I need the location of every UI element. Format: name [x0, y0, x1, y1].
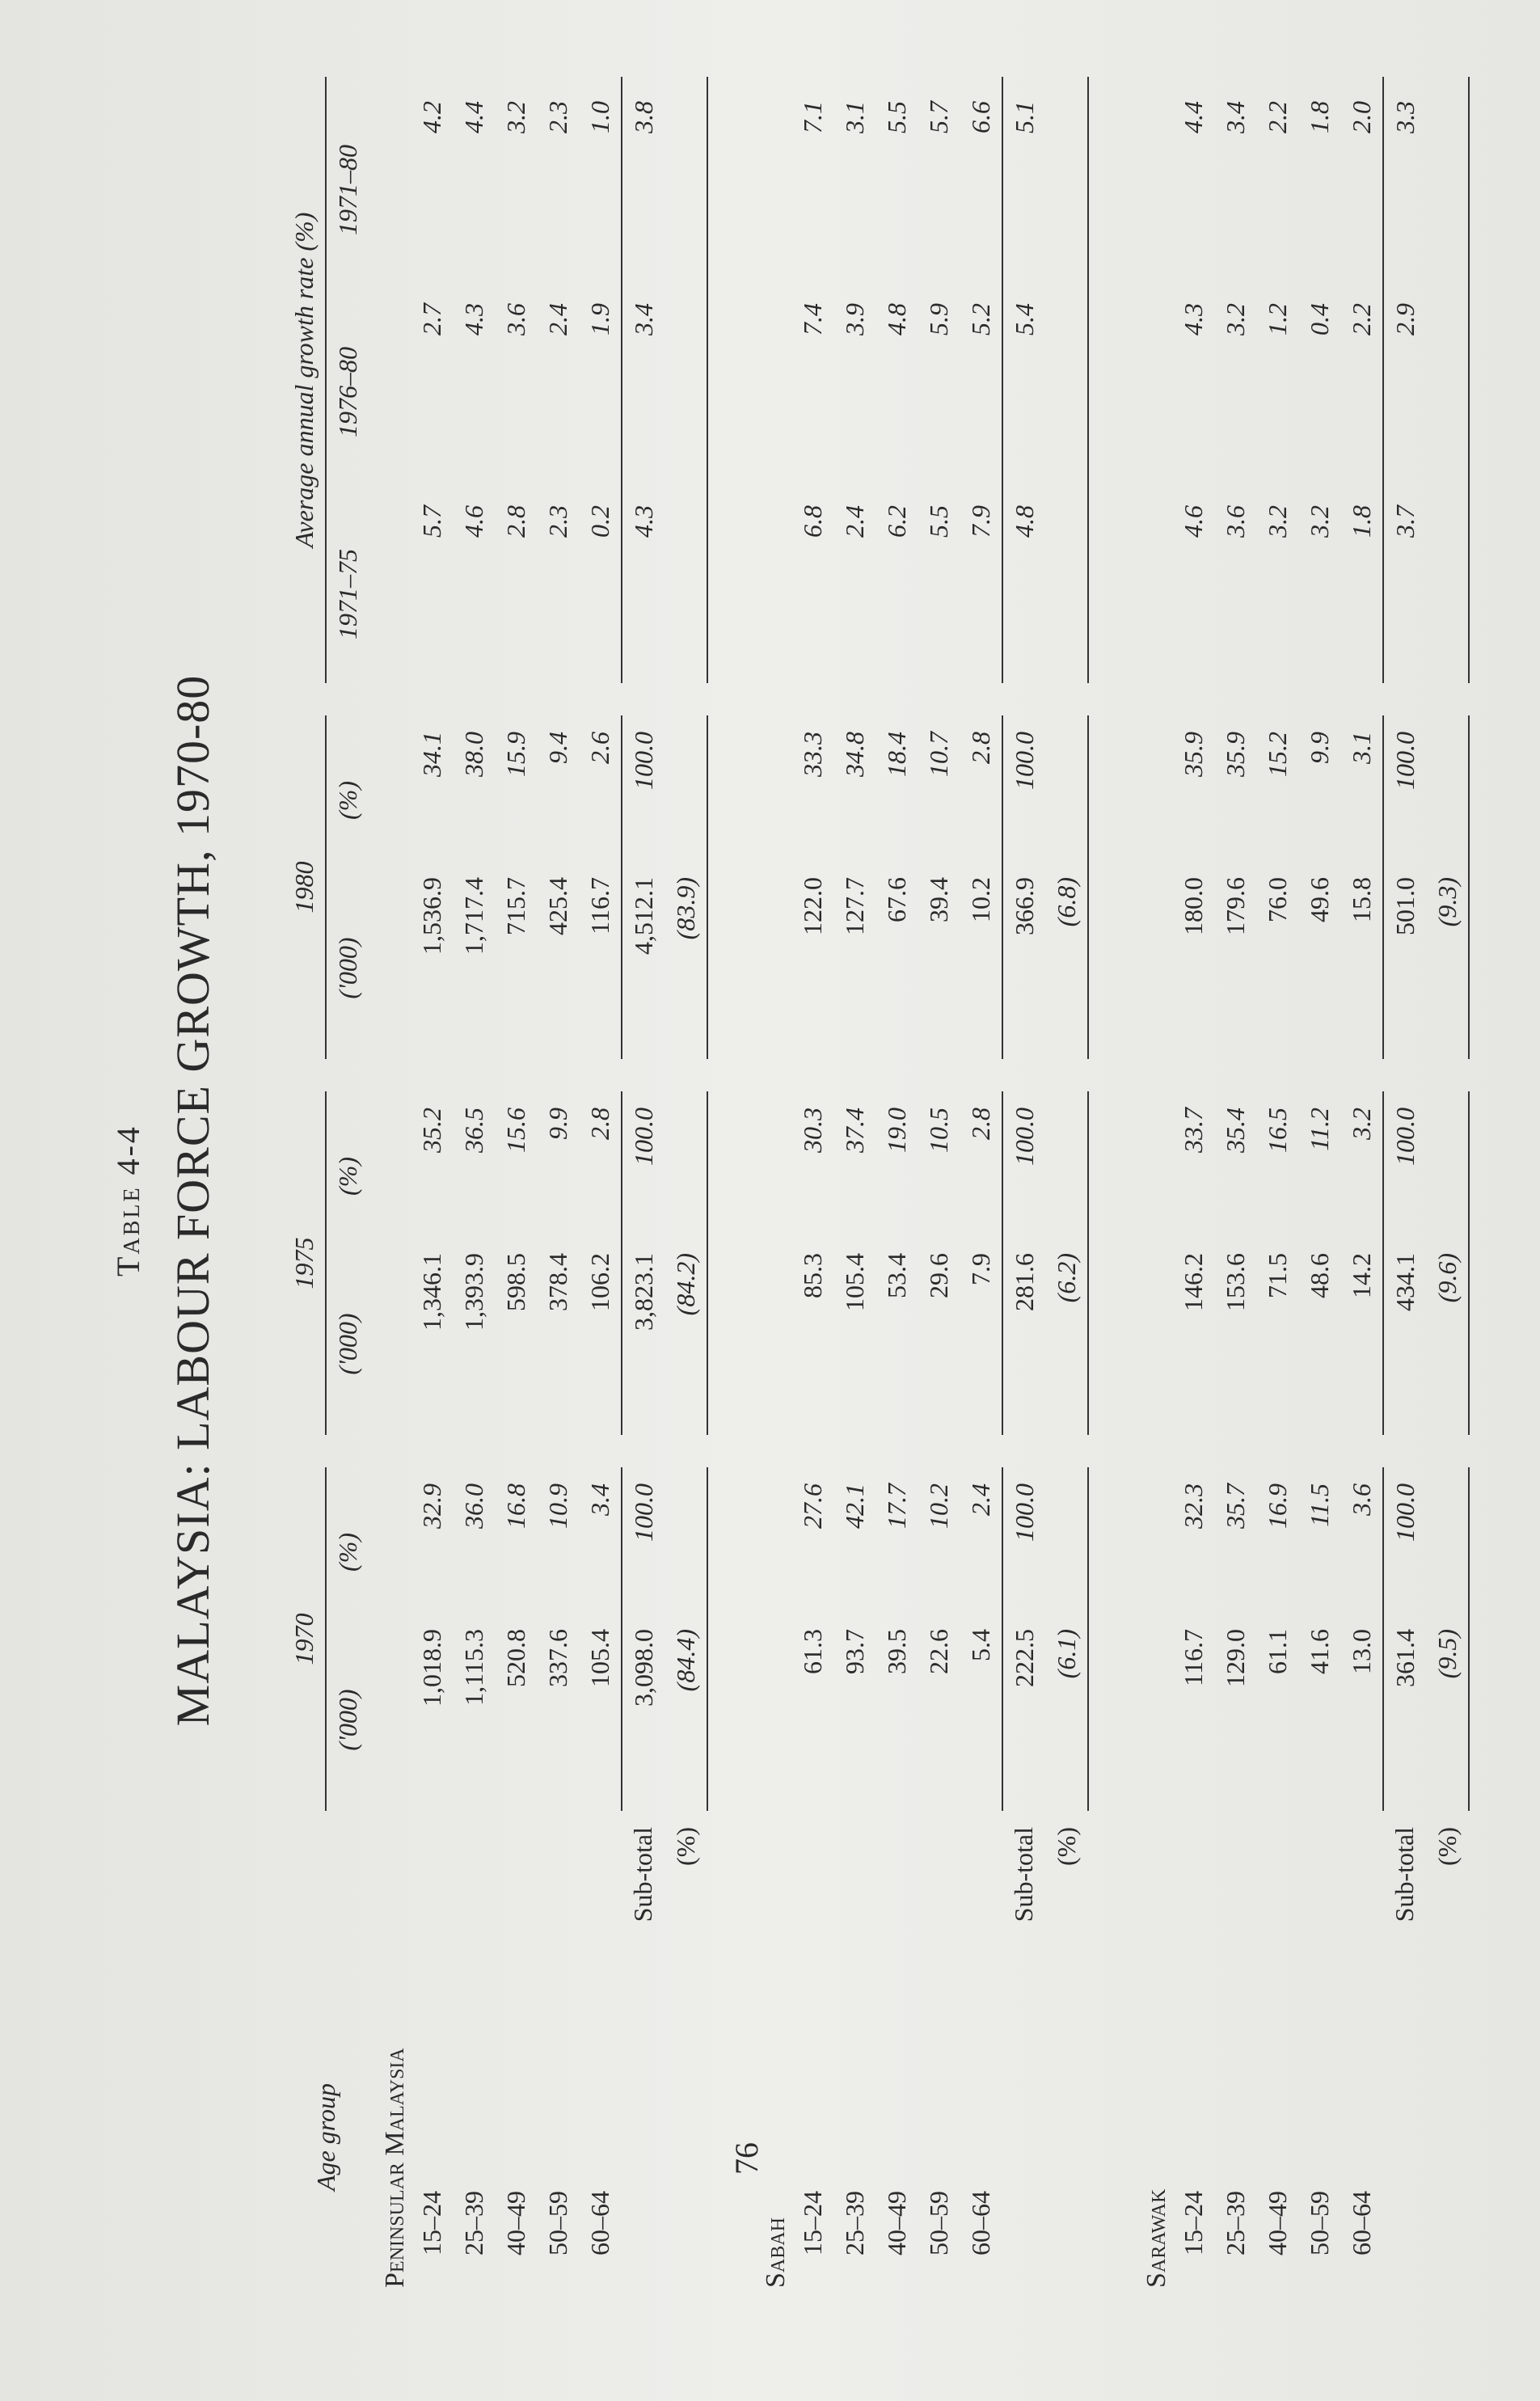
value-cell: 14.2: [1346, 1253, 1376, 1298]
value-cell: 4.6: [458, 505, 488, 538]
age-cell: [875, 1811, 918, 2288]
value-cell: 10.2: [923, 1483, 953, 1529]
value-cell: 2.8: [965, 732, 995, 764]
value-cell: 7.1: [797, 101, 827, 133]
value-cell: 0.4: [1304, 303, 1334, 335]
age-group-header: Age group: [310, 2082, 340, 2191]
value-cell: 61.3: [797, 1629, 827, 1674]
value-cell: 42.1: [839, 1483, 869, 1529]
value-cell: 5.1: [1002, 77, 1045, 279]
value-cell: 2.0: [1346, 101, 1376, 133]
value-cell: 2.6: [584, 732, 614, 764]
table-row: [1214, 77, 1256, 2288]
value-cell: 2.4: [542, 303, 572, 335]
row-label: 15–24: [416, 2191, 446, 2255]
value-cell: 116.7: [1178, 1629, 1208, 1686]
value-cell: 16.9: [1262, 1483, 1292, 1529]
value-cell: 3.6: [1346, 1483, 1376, 1516]
value-cell: 32.3: [1178, 1483, 1208, 1529]
value-cell: 34.8: [839, 732, 869, 777]
value-cell: 85.3: [797, 1253, 827, 1298]
value-cell: 10.7: [923, 732, 953, 777]
value-cell: 2.9: [1383, 279, 1426, 481]
row-label: Sub-total: [628, 1827, 657, 1922]
value-cell: 3.7: [1383, 481, 1426, 683]
value-cell: 4.8: [1002, 481, 1045, 683]
value-cell: 39.5: [881, 1629, 911, 1674]
value-cell: 2.7: [416, 303, 446, 335]
value-cell: 0.2: [584, 505, 614, 538]
value-cell: 9.9: [542, 1108, 572, 1140]
value-cell: 100.0: [622, 1467, 665, 1621]
percent-label: (%): [1052, 1827, 1081, 1866]
value-cell: 53.4: [881, 1253, 911, 1298]
value-cell: 337.6: [542, 1629, 572, 1687]
value-cell: 100.0: [622, 715, 665, 869]
value-cell: 37.4: [839, 1108, 869, 1153]
value-cell: 100.0: [1002, 715, 1045, 869]
age-cell: [833, 1811, 875, 2288]
value-cell: 4.3: [1178, 303, 1208, 335]
year-1980-header: 1980: [283, 715, 326, 1059]
value-cell: 13.0: [1346, 1629, 1376, 1674]
percent-label: (%): [671, 1827, 700, 1866]
value-cell: 7.4: [797, 303, 827, 335]
value-cell: 520.8: [500, 1629, 530, 1687]
value-cell: 4,512.1: [622, 869, 665, 1059]
age-cell: [1298, 1811, 1340, 2288]
value-cell: 146.2: [1178, 1253, 1208, 1311]
row-label: Sub-total: [1390, 1827, 1419, 1922]
unit-header: (%): [332, 1157, 362, 1196]
percent-cell: (9.6): [1426, 1245, 1469, 1435]
age-cell: [579, 1811, 622, 2288]
value-cell: 41.6: [1304, 1629, 1334, 1674]
value-cell: 100.0: [1002, 1467, 1045, 1621]
value-cell: 4.3: [458, 303, 488, 335]
value-cell: 17.7: [881, 1483, 911, 1529]
value-cell: 6.6: [965, 101, 995, 133]
table-label: Table 4-4: [110, 1125, 146, 1276]
value-cell: 5.7: [416, 505, 446, 538]
row-label: 40–49: [1262, 2191, 1292, 2255]
value-cell: 3.4: [584, 1483, 614, 1516]
region-row: [749, 77, 791, 2288]
growth-rate-header: Average annual growth rate (%): [283, 77, 326, 683]
table-row: [918, 77, 960, 2288]
region-name: Sarawak: [1141, 2188, 1171, 2288]
value-cell: 4.4: [458, 101, 488, 133]
value-cell: 48.6: [1304, 1253, 1334, 1298]
table-row: [1298, 77, 1340, 2288]
percent-label: (%): [1432, 1827, 1462, 1866]
age-cell: [1214, 1811, 1256, 2288]
value-cell: 35.7: [1220, 1483, 1250, 1529]
value-cell: 18.4: [881, 732, 911, 777]
table-row: [960, 77, 1002, 2288]
value-cell: 19.0: [881, 1108, 911, 1153]
value-cell: 3.2: [1346, 1108, 1376, 1140]
value-cell: 5.5: [923, 505, 953, 538]
value-cell: 3.2: [1220, 303, 1250, 335]
value-cell: 9.9: [1304, 732, 1334, 764]
value-cell: 49.6: [1304, 877, 1334, 922]
value-cell: 10.2: [965, 877, 995, 922]
region-name: Peninsular Malaysia: [380, 2048, 410, 2288]
row-label: 15–24: [1178, 2191, 1208, 2255]
value-cell: 434.1: [1383, 1245, 1426, 1435]
page-number: 76: [728, 2142, 765, 2175]
subtotal-label-cell: [622, 1811, 665, 2288]
value-cell: 34.1: [416, 732, 446, 777]
age-cell: [918, 1811, 960, 2288]
table-row: [537, 77, 579, 2288]
value-cell: 15.9: [500, 732, 530, 777]
value-cell: 33.7: [1178, 1108, 1208, 1153]
value-cell: 122.0: [797, 877, 827, 935]
percent-row: [1045, 77, 1088, 2288]
value-cell: 6.8: [797, 505, 827, 538]
table-row: [1172, 77, 1214, 2288]
percent-cell: (9.5): [1426, 1621, 1469, 1811]
row-label: 25–39: [458, 2191, 488, 2255]
value-cell: 100.0: [1383, 1467, 1426, 1621]
age-cell: [1256, 1811, 1298, 2288]
age-cell: [1172, 1811, 1214, 2288]
period-header: 1971–75: [332, 549, 362, 639]
value-cell: 5.4: [1002, 279, 1045, 481]
value-cell: 35.9: [1178, 732, 1208, 777]
value-cell: 61.1: [1262, 1629, 1292, 1674]
value-cell: 4.6: [1178, 505, 1208, 538]
value-cell: 27.6: [797, 1483, 827, 1529]
row-label: 50–59: [1304, 2191, 1334, 2255]
value-cell: 35.2: [416, 1108, 446, 1153]
value-cell: 29.6: [923, 1253, 953, 1298]
value-cell: 106.2: [584, 1253, 614, 1311]
value-cell: 5.9: [923, 303, 953, 335]
value-cell: 3.6: [1220, 505, 1250, 538]
value-cell: 5.2: [965, 303, 995, 335]
unit-header: ('000): [332, 1689, 362, 1751]
row-label: 25–39: [839, 2191, 869, 2255]
row-label: Sub-total: [1009, 1827, 1038, 1922]
row-label: 60–64: [585, 2191, 614, 2255]
value-cell: 5.7: [923, 101, 953, 133]
value-cell: 15.6: [500, 1108, 530, 1153]
table-row: [453, 77, 495, 2288]
value-cell: 3,098.0: [622, 1621, 665, 1811]
percent-cell: (6.2): [1045, 1245, 1088, 1435]
value-cell: 127.7: [839, 877, 869, 935]
region-row: [369, 77, 411, 2288]
value-cell: 100.0: [1383, 1091, 1426, 1245]
value-cell: 15.8: [1346, 877, 1376, 922]
value-cell: 32.9: [416, 1483, 446, 1529]
value-cell: 3.3: [1383, 77, 1426, 279]
value-cell: 598.5: [500, 1253, 530, 1311]
value-cell: 100.0: [1383, 715, 1426, 869]
value-cell: 3,823.1: [622, 1245, 665, 1435]
value-cell: 3.4: [1220, 101, 1250, 133]
percent-row: [665, 77, 707, 2288]
value-cell: 4.2: [416, 101, 446, 133]
value-cell: 7.9: [965, 505, 995, 538]
table-row: [875, 77, 918, 2288]
value-cell: 2.3: [542, 505, 572, 538]
value-cell: 11.2: [1304, 1108, 1334, 1151]
region-name: Sabah: [761, 2217, 791, 2288]
value-cell: 1,717.4: [458, 877, 488, 955]
unit-header: ('000): [332, 937, 362, 999]
value-cell: 67.6: [881, 877, 911, 922]
value-cell: 3.4: [622, 279, 665, 481]
value-cell: 715.7: [500, 877, 530, 935]
percent-cell: (83.9): [665, 869, 707, 1059]
value-cell: 38.0: [458, 732, 488, 777]
row-label: 15–24: [797, 2191, 827, 2255]
row-label: 50–59: [923, 2191, 953, 2255]
value-cell: 105.4: [584, 1629, 614, 1687]
value-cell: 5.4: [965, 1629, 995, 1661]
value-cell: 3.6: [500, 303, 530, 335]
value-cell: 36.0: [458, 1483, 488, 1529]
age-cell: [495, 1811, 537, 2288]
value-cell: 35.9: [1220, 732, 1250, 777]
subtotal-row: [622, 77, 665, 2288]
value-cell: 3.2: [1262, 505, 1292, 538]
value-cell: 76.0: [1262, 877, 1292, 922]
subtotal-label-cell: [1002, 1811, 1045, 2288]
value-cell: 105.4: [839, 1253, 869, 1311]
value-cell: 6.2: [881, 505, 911, 538]
value-cell: 71.5: [1262, 1253, 1292, 1298]
value-cell: 361.4: [1383, 1621, 1426, 1811]
value-cell: 3.1: [839, 101, 869, 133]
value-cell: 2.4: [965, 1483, 995, 1516]
value-cell: 4.8: [881, 303, 911, 335]
value-cell: 2.8: [584, 1108, 614, 1140]
value-cell: 3.9: [839, 303, 869, 335]
value-cell: 1,018.9: [416, 1629, 446, 1707]
value-cell: 1.8: [1346, 505, 1376, 538]
value-cell: 36.5: [458, 1108, 488, 1153]
value-cell: 425.4: [542, 877, 572, 935]
unit-header: (%): [332, 1533, 362, 1572]
value-cell: 3.1: [1346, 732, 1376, 764]
value-cell: 93.7: [839, 1629, 869, 1674]
value-cell: 1,115.3: [458, 1629, 488, 1706]
row-label: 50–59: [542, 2191, 572, 2255]
unit-header: ('000): [332, 1313, 362, 1375]
value-cell: 4.3: [622, 481, 665, 683]
age-cell: [411, 1811, 453, 2288]
value-cell: 39.4: [923, 877, 953, 922]
value-cell: 11.5: [1304, 1483, 1334, 1527]
table-row: [833, 77, 875, 2288]
age-cell: [960, 1811, 1002, 2288]
value-cell: 1,393.9: [458, 1253, 488, 1331]
value-cell: 1.0: [584, 101, 614, 133]
value-cell: 1.2: [1262, 303, 1292, 335]
value-cell: 129.0: [1220, 1629, 1250, 1687]
table-body: [369, 77, 1469, 2288]
value-cell: 30.3: [797, 1108, 827, 1153]
table-row: [495, 77, 537, 2288]
value-cell: 5.5: [881, 101, 911, 133]
age-cell: [1340, 1811, 1383, 2288]
value-cell: 1.9: [584, 303, 614, 335]
value-cell: 1.8: [1304, 101, 1334, 133]
value-cell: 3.2: [1304, 505, 1334, 538]
value-cell: 10.9: [542, 1483, 572, 1529]
value-cell: 180.0: [1178, 877, 1208, 935]
subtotal-row: [1383, 77, 1426, 2288]
percent-row: [1426, 77, 1469, 2288]
value-cell: 3.2: [500, 101, 530, 133]
value-cell: 222.5: [1002, 1621, 1045, 1811]
value-cell: 2.2: [1262, 101, 1292, 133]
table-row: [791, 77, 833, 2288]
year-1975-header: 1975: [283, 1091, 326, 1435]
value-cell: 179.6: [1220, 877, 1250, 935]
value-cell: 281.6: [1002, 1245, 1045, 1435]
value-cell: 9.4: [542, 732, 572, 764]
value-cell: 153.6: [1220, 1253, 1250, 1311]
percent-cell: (9.3): [1426, 869, 1469, 1059]
subtotal-row: [1002, 77, 1045, 2288]
region-row: [1130, 77, 1172, 2288]
value-cell: 35.4: [1220, 1108, 1250, 1153]
value-cell: 2.8: [500, 505, 530, 538]
period-header: 1971–80: [332, 145, 362, 235]
value-cell: 366.9: [1002, 869, 1045, 1059]
row-label: 25–39: [1220, 2191, 1250, 2255]
labour-force-table: [283, 77, 1470, 2288]
value-cell: 378.4: [542, 1253, 572, 1311]
table-row: [579, 77, 622, 2288]
row-label: 40–49: [881, 2191, 911, 2255]
value-cell: 2.2: [1346, 303, 1376, 335]
value-cell: 1,346.1: [416, 1253, 446, 1331]
subtotal-label-cell: [1383, 1811, 1426, 2288]
percent-cell: (6.8): [1045, 869, 1088, 1059]
value-cell: 501.0: [1383, 869, 1426, 1059]
period-header: 1976–80: [332, 347, 362, 437]
row-label: 60–64: [966, 2191, 995, 2255]
age-cell: [537, 1811, 579, 2288]
value-cell: 10.5: [923, 1108, 953, 1153]
value-cell: 2.4: [839, 505, 869, 538]
header-row-1: [283, 77, 326, 2288]
table-row: [411, 77, 453, 2288]
value-cell: 16.5: [1262, 1108, 1292, 1153]
age-cell: [791, 1811, 833, 2288]
table-row: [1256, 77, 1298, 2288]
row-label: 40–49: [500, 2191, 530, 2255]
age-cell: [453, 1811, 495, 2288]
value-cell: 22.6: [923, 1629, 953, 1674]
value-cell: 16.8: [500, 1483, 530, 1529]
percent-cell: (84.2): [665, 1245, 707, 1435]
row-label: 60–64: [1347, 2191, 1376, 2255]
unit-header: (%): [332, 781, 362, 820]
value-cell: 100.0: [622, 1091, 665, 1245]
table-title: MALAYSIA: LABOUR FORCE GROWTH, 1970-80: [167, 674, 219, 1727]
percent-cell: (84.4): [665, 1621, 707, 1811]
year-1970-header: 1970: [283, 1467, 326, 1811]
percent-cell: (6.1): [1045, 1621, 1088, 1811]
value-cell: 2.3: [542, 101, 572, 133]
value-cell: 2.8: [965, 1108, 995, 1140]
value-cell: 100.0: [1002, 1091, 1045, 1245]
value-cell: 3.8: [622, 77, 665, 279]
value-cell: 15.2: [1262, 732, 1292, 777]
table-row: [1340, 77, 1383, 2288]
value-cell: 116.7: [584, 877, 614, 935]
value-cell: 33.3: [797, 732, 827, 777]
value-cell: 1,536.9: [416, 877, 446, 955]
value-cell: 4.4: [1178, 101, 1208, 133]
value-cell: 7.9: [965, 1253, 995, 1285]
